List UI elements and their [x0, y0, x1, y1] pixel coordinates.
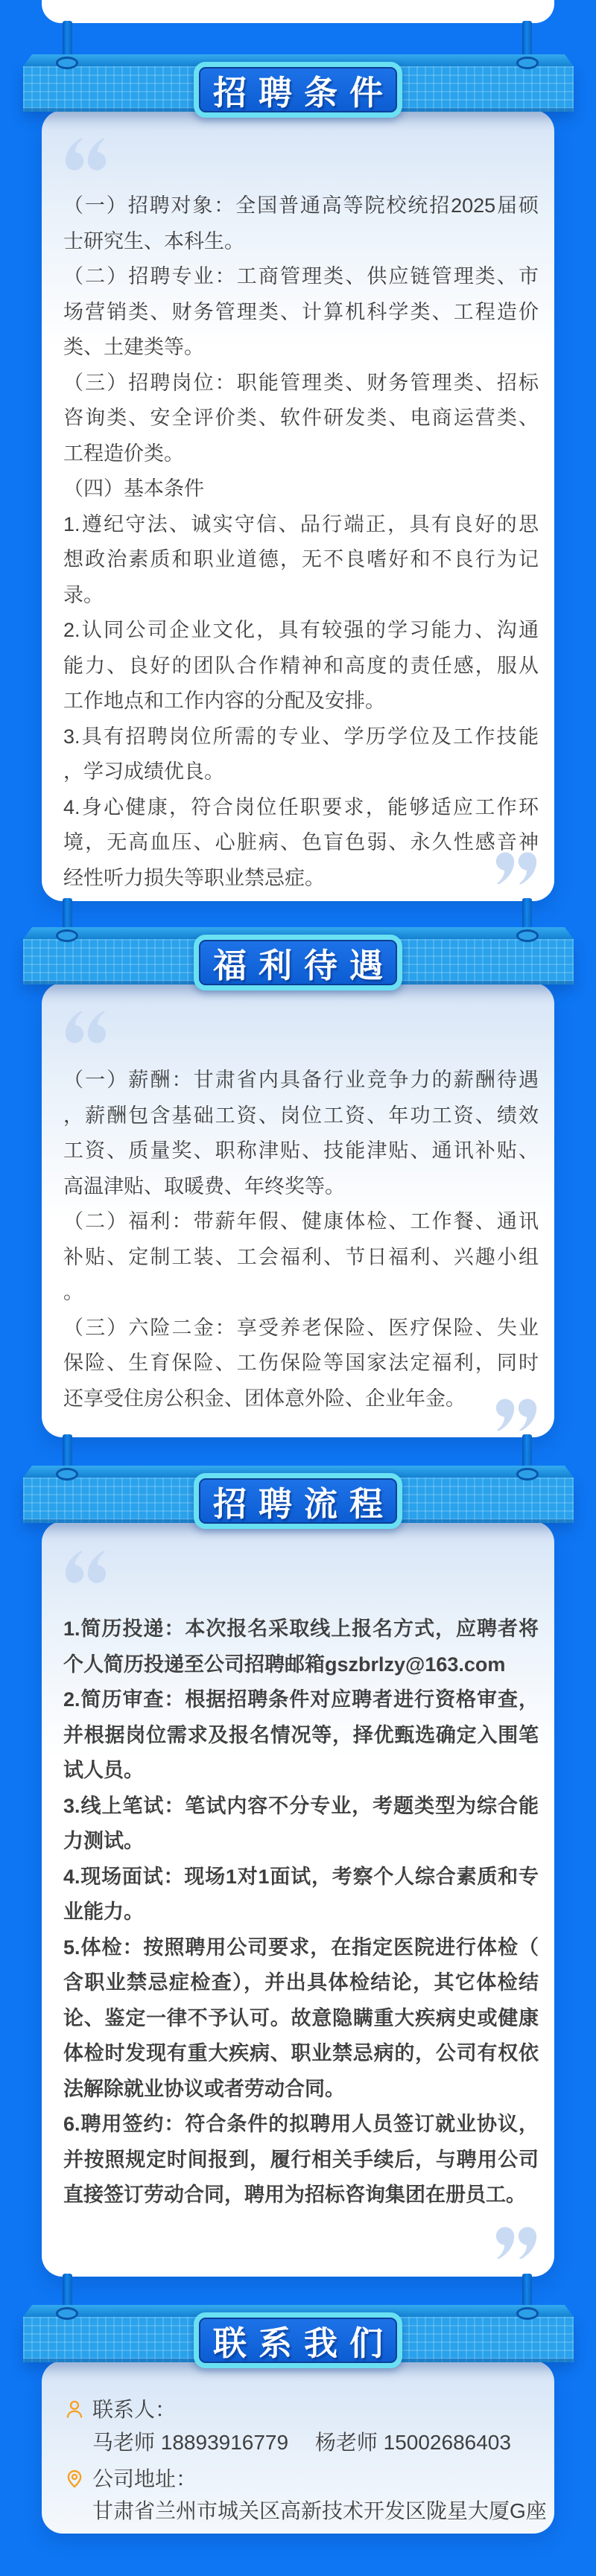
text-line: 能力、良好的团队合作精神和高度的责任感，服从: [63, 654, 539, 677]
address-text: 甘肃省兰州市城关区高新技术开发区陇星大厦G座: [92, 2499, 547, 2522]
post-cap: [56, 929, 78, 942]
text-line: （二）福利：带薪年假、健康体检、工作餐、通讯: [63, 1210, 539, 1233]
text-line: 场营销类、财务管理类、计算机科学类、工程造价: [63, 300, 539, 323]
text-line: 并根据岗位需求及报名情况等，择优甄选确定入围笔: [63, 1723, 539, 1746]
text-line: 含职业禁忌症检查），并出具体检结论，其它体检结: [63, 1971, 539, 1994]
text-line: 3.线上笔试：笔试内容不分专业，考题类型为综合能: [63, 1794, 539, 1817]
text-line: 体检时发现有重大疾病、职业禁忌病的，公司有权依: [63, 2042, 539, 2064]
text-line: （二）招聘专业：工商管理类、供应链管理类、市: [63, 265, 539, 287]
text-line: （三）招聘岗位：职能管理类、财务管理类、招标: [63, 371, 539, 394]
section-title-box: [194, 935, 402, 990]
text-line: （一）薪酬：甘肃省内具备行业竞争力的薪酬待遇: [63, 1069, 539, 1091]
text-line: （三）六险二金：享受养老保险、医疗保险、失业: [63, 1316, 539, 1339]
phone-list: [92, 2430, 532, 2455]
location-pin-icon: [64, 2468, 85, 2489]
text-line: 1.遵纪守法、诚实守信、品行端正，具有良好的思: [63, 512, 539, 535]
text-line: 3.具有招聘岗位所需的专业、学历学位及工作技能: [63, 725, 539, 748]
text-line: 咨询类、安全评价类、软件研发类、电商运营类、: [63, 407, 539, 429]
section-title: 福利待遇: [212, 946, 395, 985]
section-title: 联系我们: [212, 2324, 395, 2363]
post-cap: [516, 929, 539, 942]
open-quote-icon: [64, 136, 107, 175]
text-line: 境，无高血压、心脏病、色盲色弱、永久性感音神: [63, 831, 539, 853]
text-line: 力测试。: [63, 1830, 144, 1852]
section-title-box: [194, 1473, 402, 1529]
text-line: 高温津贴、取暖费、年终奖等。: [63, 1174, 345, 1198]
text-line: 还享受住房公积金、团体意外险、企业年金。: [63, 1387, 466, 1410]
text-line: 直接签订劳动合同，聘用为招标咨询集团在册员工。: [63, 2184, 526, 2206]
contact-label: 联系人：: [92, 2398, 177, 2421]
text-line: 。: [63, 1281, 83, 1303]
post-cap: [56, 2307, 78, 2320]
text-line: （一）招聘对象：全国普通高等院校统招2025届硕: [63, 194, 539, 217]
text-line: 录。: [63, 583, 104, 606]
post-cap: [56, 57, 78, 69]
text-line: 类、土建类等。: [63, 336, 204, 358]
post-cap: [56, 1468, 78, 1481]
phone-item: 杨老师 15002686403: [314, 2431, 511, 2454]
post-cap: [516, 1468, 539, 1481]
text-line: 法解除就业协议或者劳动合同。: [63, 2077, 345, 2100]
section-title-box: [194, 62, 402, 118]
text-line: 想政治素质和职业道德，无不良嗜好和不良行为记: [63, 548, 539, 570]
close-quote-icon: [495, 2222, 538, 2261]
text-line: 论、鉴定一律不予认可。故意隐瞒重大疾病史或健康: [63, 2006, 539, 2029]
section-title: 招聘流程: [212, 1484, 395, 1524]
post-cap: [516, 2307, 539, 2320]
text-line: （四）基本条件: [63, 477, 204, 500]
text-line: 试人员。: [63, 1759, 144, 1781]
open-quote-icon: [64, 1009, 107, 1048]
section-text: [63, 188, 539, 896]
text-line: 2.简历审查：根据招聘条件对应聘者进行资格审查，: [63, 1688, 539, 1711]
text-line: 士研究生、本科生。: [63, 229, 244, 252]
text-line: 工资、质量奖、职称津贴、技能津贴、通讯补贴、: [63, 1139, 539, 1162]
text-line: 经性听力损失等职业禁忌症。: [63, 866, 325, 889]
address-label: 公司地址：: [92, 2467, 197, 2490]
text-line: 补贴、定制工装、工会福利、节日福利、兴趣小组: [63, 1245, 539, 1268]
open-quote-icon: [64, 1549, 107, 1588]
text-line: 6.聘用签约：符合条件的拟聘用人员签订就业协议，: [63, 2113, 539, 2135]
text-line: 并按照规定时间报到，履行相关手续后，与聘用公司: [63, 2148, 539, 2171]
text-line: 工作地点和工作内容的分配及安排。: [63, 690, 385, 712]
post-cap: [516, 57, 539, 69]
person-icon: [64, 2399, 85, 2420]
previous-card-bottom: [42, 0, 554, 23]
section-text: [63, 1612, 539, 2213]
phone-item: 马老师 18893916779: [92, 2431, 289, 2454]
text-line: 保险、生育保险、工伤保险等国家法定福利，同时: [63, 1352, 539, 1374]
section-text: [63, 1063, 539, 1416]
text-line: 4.身心健康，符合岗位任职要求，能够适应工作环: [63, 795, 539, 818]
section-title-box: [194, 2312, 402, 2368]
text-line: 2.认同公司企业文化，具有较强的学习能力、沟通: [63, 619, 539, 641]
text-line: 个人简历投递至公司招聘邮箱gszbrlzy@163.com: [63, 1653, 506, 1676]
text-line: 工程造价类。: [63, 442, 184, 465]
section-title: 招聘条件: [212, 73, 395, 112]
text-line: ，学习成绩优良。: [63, 760, 224, 783]
text-line: ，薪酬包含基础工资、岗位工资、年功工资、绩效: [63, 1104, 539, 1127]
text-line: 4.现场面试：现场1对1面试，考察个人综合素质和专: [63, 1865, 539, 1888]
text-line: 5.体检：按照聘用公司要求，在指定医院进行体检（: [63, 1936, 539, 1959]
text-line: 1.简历投递：本次报名采取线上报名方式，应聘者将: [63, 1618, 539, 1640]
text-line: 业能力。: [63, 1901, 144, 1923]
